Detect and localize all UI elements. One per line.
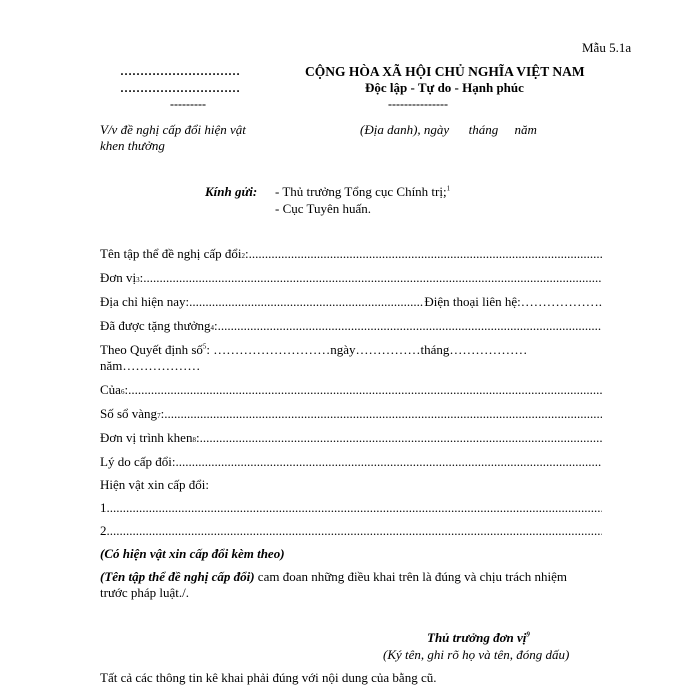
field-label: Lý do cấp đổi: [100,454,176,469]
recipient-2: - Cục Tuyên huấn. [275,201,372,216]
phone-label: Điện thoại liên hệ: [424,294,521,309]
item-line-2[interactable] [100,523,602,539]
item-number: 2. [100,523,110,538]
field-decision-year[interactable]: năm……………… [100,358,201,373]
field-of[interactable]: Của 6 : ..... [100,382,602,398]
commitment-text: cam đoan những điều khai trên là đúng và chịu trách nhiệm [254,569,567,584]
field-unit[interactable]: Đơn vị 3 : ..... [100,270,602,286]
recipient-1 [275,184,450,200]
field-proposing-unit[interactable]: Đơn vị trình khen 8 : ..... [100,430,602,446]
field-label: Đơn vị [100,270,137,285]
left-divider: --------- [170,97,206,111]
phone-dots: ………………. [520,294,602,309]
field-suffix: : [139,270,144,285]
field-suffix: : [160,406,165,421]
attachment-note: (Có hiện vật xin cấp đổi kèm theo) [100,546,285,561]
field-ledger[interactable]: Số sổ vàng 7 : ..... [100,406,602,422]
field-suffix: : [245,246,249,261]
place-date: (Địa danh), ngày tháng năm [360,122,537,137]
commitment-line-1 [100,569,567,585]
national-motto: Độc lập - Tự do - Hạnh phúc [365,80,524,95]
subject-line-2: khen thưởng [100,138,165,153]
footer-note: Tất cả các thông tin kê khai phải đúng với nội dung của bằng cũ. [100,670,437,685]
field-suffix: : [214,318,218,333]
agency-line-2: ………………………… [120,81,240,95]
field-address[interactable] [100,294,602,310]
field-collective-name[interactable]: Tên tập thể đề nghị cấp đổi 2 : ..... [100,246,602,262]
recipient-1-text: - Thủ trưởng Tổng cục Chính trị; [275,184,447,199]
field-label: Số sổ vàng [100,406,158,421]
recipient-label: Kính gửi: [205,184,258,199]
field-reason[interactable] [100,454,602,470]
field-awarded[interactable]: Đã được tặng thưởng 4 : ..... [100,318,602,334]
field-label: Của [100,382,121,397]
field-suffix: : [195,430,200,445]
field-suffix: : ………………………ngày……………tháng……………… [206,342,528,357]
commitment-subject: (Tên tập thể đề nghị cấp đổi) [100,569,255,584]
signature-instruction: (Ký tên, ghi rõ họ và tên, đóng dấu) [383,647,570,662]
footnote-ref: 1 [446,184,451,193]
form-code: Mẫu 5.1a [582,40,632,55]
field-decision[interactable] [100,342,527,358]
country-name: CỘNG HÒA XÃ HỘI CHỦ NGHĨA VIỆT NAM [305,64,585,79]
field-label: Địa chỉ hiện nay: [100,294,190,309]
right-divider: --------------- [388,97,448,111]
items-heading: Hiện vật xin cấp đổi: [100,477,210,492]
field-label: Theo Quyết định số [100,342,203,357]
signature-title-text: Thủ trưởng đơn vị [427,630,527,645]
field-suffix: : [124,382,129,397]
footnote-ref: 9 [526,630,530,639]
commitment-line-2: trước pháp luật./. [100,585,190,600]
field-label: Đã được tặng thưởng [100,318,211,333]
agency-line-1: ………………………… [120,64,240,78]
footnote-ref: 5 [202,342,207,351]
item-line-1[interactable] [100,500,602,516]
subject-line-1: V/v đề nghị cấp đổi hiện vật [100,122,246,137]
item-number: 1. [100,500,110,515]
field-label: Đơn vị trình khen [100,430,193,445]
signature-title [427,630,530,646]
field-label: Tên tập thể đề nghị cấp đổi [100,246,242,261]
